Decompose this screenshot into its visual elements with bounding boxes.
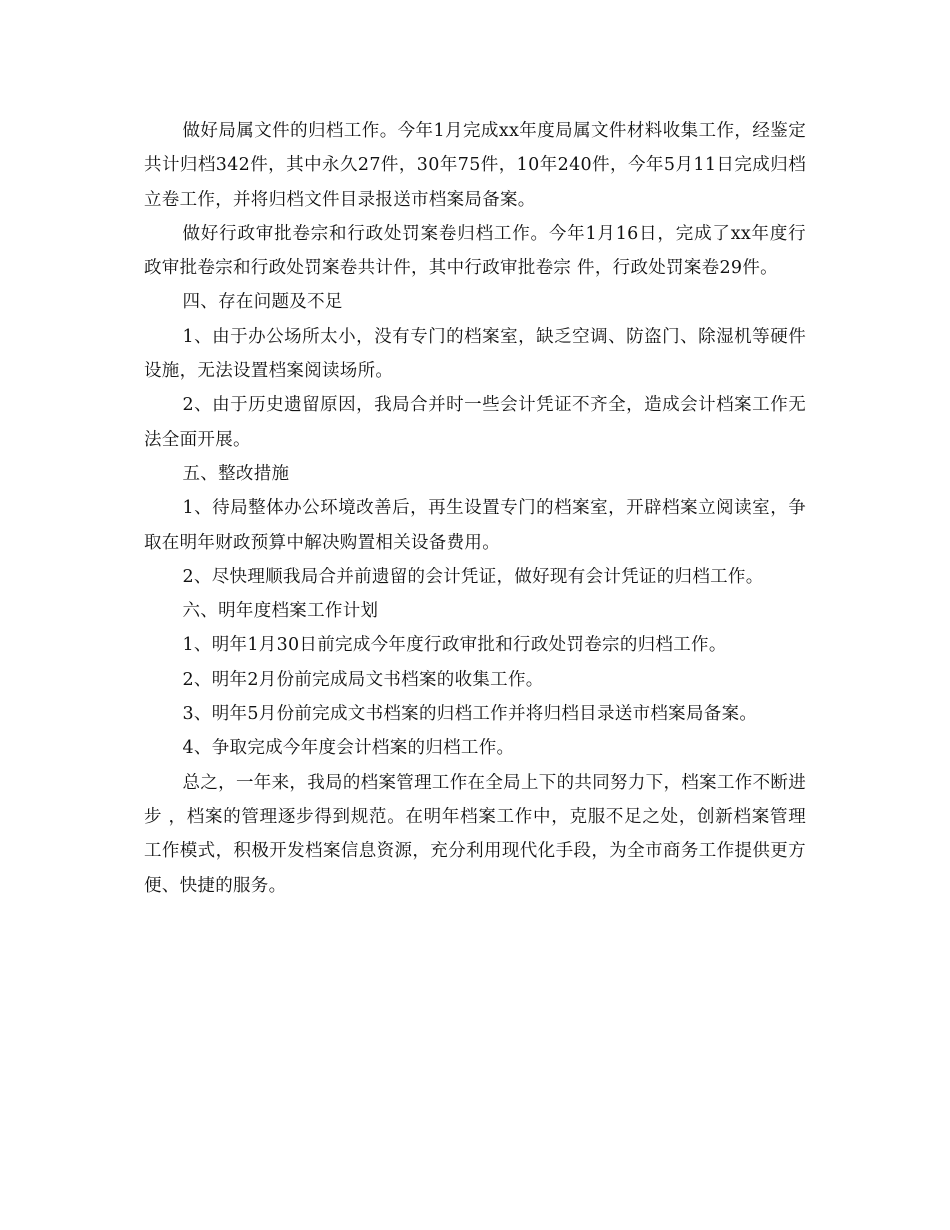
- paragraph-problem-1: 1、由于办公场所太小，没有专门的档案室，缺乏空调、防盗门、除湿机等硬件设施，无法设置档案阅读场所。: [144, 326, 806, 382]
- paragraph-rectification-2: 2、尽快理顺我局合并前遗留的会计凭证，做好现有会计凭证的归档工作。: [182, 566, 764, 587]
- paragraph-archiving-bureau-files: 做好局属文件的归档工作。今年1月完成xx年度局属文件材料收集工作，经鉴定共计归档342件，其中永久27件，30年75件，10年240件，今年5月11日完成归档立卷工作，并将归档文件目录报送市档案局备案。: [144, 121, 806, 210]
- section-heading-rectification: 五、整改措施: [182, 463, 290, 484]
- paragraph-problem-2: 2、由于历史遗留原因，我局合并时一些会计凭证不齐全，造成会计档案工作无法全面开展。: [144, 395, 806, 450]
- paragraph-archiving-approval-penalty-files: 做好行政审批卷宗和行政处罚案卷归档工作。今年1月16日，完成了xx年度行政审批卷宗和行政处罚案卷共计件，其中行政审批卷宗 件，行政处罚案卷29件。: [144, 223, 806, 279]
- section-heading-next-year-plan: 六、明年度档案工作计划: [182, 601, 379, 622]
- paragraph-rectification-1: 1、待局整体办公环境改善后，再生设置专门的档案室，开辟档案立阅读室，争取在明年财政预算中解决购置相关设备费用。: [144, 498, 806, 553]
- paragraph-conclusion: 总之，一年来，我局的档案管理工作在全局上下的共同努力下，档案工作不断进步 ，档案的管理逐步得到规范。在明年档案工作中，克服不足之处，创新档案管理工作模式，积极开发档案信息资源，充分利用现代化手段，为全市商务工作提供更方便、快捷的服务。: [144, 772, 806, 896]
- paragraph-plan-2: 2、明年2月份前完成局文书档案的收集工作。: [182, 669, 544, 690]
- paragraph-plan-4: 4、争取完成今年度会计档案的归档工作。: [182, 738, 515, 759]
- document-body: [144, 114, 806, 903]
- section-heading-problems: 四、存在问题及不足: [182, 292, 343, 313]
- paragraph-plan-1: 1、明年1月30日前完成今年度行政审批和行政处罚卷宗的归档工作。: [182, 635, 727, 656]
- paragraph-plan-3: 3、明年5月份前完成文书档案的归档工作并将归档目录送市档案局备案。: [182, 704, 758, 725]
